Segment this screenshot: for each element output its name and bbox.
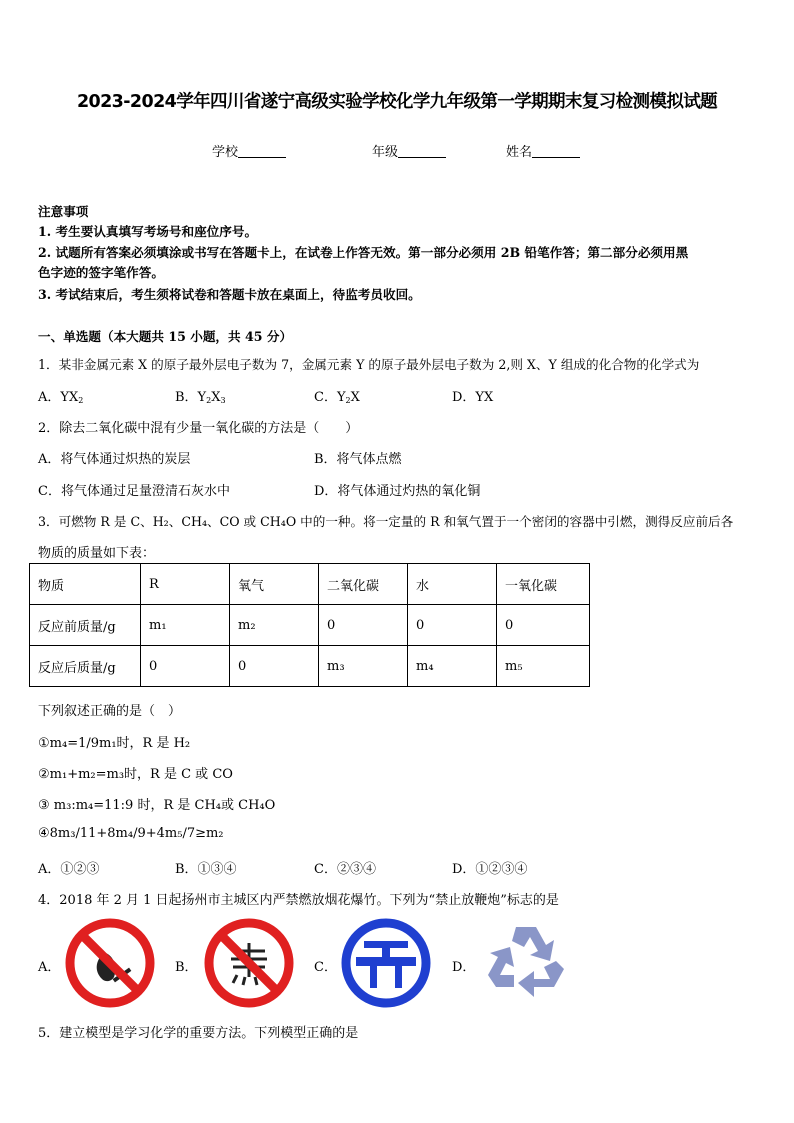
q2-option-d[interactable]: D．将气体通过灼热的氧化铜 <box>314 484 481 499</box>
blue-circle-sign-icon[interactable] <box>340 917 432 1009</box>
q4-option-d-label[interactable]: D． <box>452 960 476 975</box>
question-2-stem: 2．除去二氧化碳中混有少量一氧化碳的方法是（ ） <box>38 421 359 436</box>
q3-option-a[interactable]: A．①②③ <box>38 862 100 877</box>
q4-option-a-label[interactable]: A． <box>38 960 61 975</box>
notice-item-3: 3. 考试结束后，考生须将试卷和答题卡放在桌面上，待监考员收回。 <box>38 287 421 302</box>
q3-statement-3: ③ m₃:m₄=11:9 时，R 是 CH₄或 CH₄O <box>38 798 276 813</box>
notice-heading: 注意事项 <box>38 204 89 219</box>
q4-option-c-label[interactable]: C． <box>314 960 337 975</box>
table-cell: 反应前质量/g <box>30 605 141 646</box>
no-fire-sign-icon[interactable] <box>64 917 156 1009</box>
name-label: 姓名 <box>506 145 533 160</box>
table-row <box>30 646 590 687</box>
question-4-stem: 4．2018 年 2 月 1 日起扬州市主城区内严禁燃放烟花爆竹。下列为“禁止放鞭炮”标志的是 <box>38 893 559 908</box>
q1-option-c[interactable]: C．$Y_2X$ <box>314 390 360 405</box>
table-row <box>30 564 590 605</box>
question-1-stem: 1．某非金属元素 X 的原子最外层电子数为 7，金属元素 Y 的原子最外层电子数为 2,则 X、Y 组成的化合物的化学式为 <box>38 357 700 372</box>
table-cell: m₅ <box>497 646 590 687</box>
table-cell: m₃ <box>319 646 408 687</box>
q2-option-b[interactable]: B．将气体点燃 <box>314 452 402 467</box>
table-row <box>30 605 590 646</box>
q2-option-a[interactable]: A．将气体通过炽热的炭层 <box>38 452 191 467</box>
mass-table <box>29 563 590 687</box>
table-cell: 水 <box>408 564 497 605</box>
q3-statement-2: ②m₁+m₂=m₃时，R 是 C 或 CO <box>38 767 233 782</box>
table-cell: 0 <box>408 605 497 646</box>
q3-option-d[interactable]: D．①②③④ <box>452 862 528 877</box>
question-5-stem: 5．建立模型是学习化学的重要方法。下列模型正确的是 <box>38 1026 359 1041</box>
q3-statement-1: ①m₄=1/9m₁时，R 是 H₂ <box>38 736 191 751</box>
table-cell: 0 <box>141 646 230 687</box>
page-title: 2023-2024学年四川省遂宁高级实验学校化学九年级第一学期期末复习检测模拟试题 <box>76 92 718 112</box>
grade-field[interactable] <box>372 141 446 160</box>
school-label: 学校 <box>212 145 239 160</box>
q1-option-d[interactable]: D．YX <box>452 390 494 405</box>
table-cell: m₂ <box>230 605 319 646</box>
table-cell: R <box>141 564 230 605</box>
section-heading: 一、单选题（本大题共 15 小题，共 45 分） <box>38 329 293 344</box>
table-cell: 0 <box>497 605 590 646</box>
q3-option-b[interactable]: B．①③④ <box>175 862 237 877</box>
q1-option-b[interactable]: B．$Y_2X_3$ <box>175 390 226 405</box>
question-3-stem-2: 物质的质量如下表： <box>38 546 156 561</box>
table-cell: m₄ <box>408 646 497 687</box>
table-cell: 物质 <box>30 564 141 605</box>
table-cell: m₁ <box>141 605 230 646</box>
notice-item-2a: 2. 试题所有答案必须填涂或书写在答题卡上，在试卷上作答无效。第一部分必须用 2B 铅笔作答；第二部分必须用黑 <box>38 245 689 260</box>
recycle-icon[interactable] <box>480 917 572 1009</box>
q3-option-c[interactable]: C．②③④ <box>314 862 376 877</box>
name-field[interactable] <box>506 141 580 160</box>
table-cell: 0 <box>319 605 408 646</box>
table-cell: 氧气 <box>230 564 319 605</box>
no-firecracker-sign-icon[interactable] <box>203 917 295 1009</box>
q3-statement-4: ④8m₃/11+8m₄/9+4m₅/7≥m₂ <box>38 826 224 841</box>
question-3-stem-1: 3．可燃物 R 是 C、H₂、CH₄、CO 或 CH₄O 中的一种。将一定量的 R 和氧气置于一个密闭的容器中引燃，测得反应前后各 <box>38 514 734 529</box>
table-cell: 0 <box>230 646 319 687</box>
school-field[interactable] <box>212 141 286 160</box>
question-3-ask: 下列叙述正确的是（ ） <box>38 704 182 719</box>
notice-item-2b: 色字迹的签字笔作答。 <box>38 265 164 280</box>
q2-option-c[interactable]: C．将气体通过足量澄清石灰水中 <box>38 484 230 499</box>
table-cell: 二氧化碳 <box>319 564 408 605</box>
table-cell: 一氧化碳 <box>497 564 590 605</box>
table-cell: 反应后质量/g <box>30 646 141 687</box>
q4-option-b-label[interactable]: B． <box>175 960 198 975</box>
notice-item-1: 1. 考生要认真填写考场号和座位序号。 <box>38 224 258 239</box>
q1-option-a[interactable]: A．$YX_2$ <box>38 390 84 405</box>
grade-label: 年级 <box>372 145 399 160</box>
